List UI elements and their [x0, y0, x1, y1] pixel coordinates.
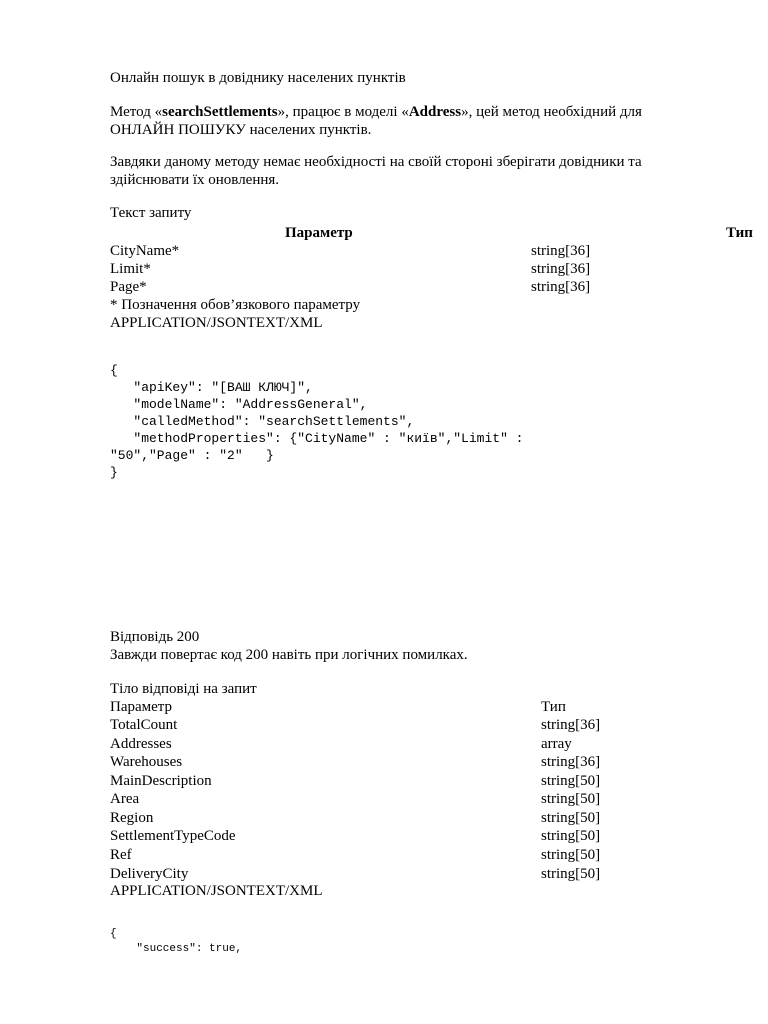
intro-text: », цей метод необхідний для [461, 104, 642, 120]
request-code-line: "modelName": "AddressGeneral", [110, 397, 368, 412]
response-row-type: string[50] [541, 791, 601, 807]
response-row-param: DeliveryCity [110, 866, 189, 882]
response-row-param: Region [110, 810, 154, 826]
response-row-param: MainDescription [110, 773, 212, 789]
response-row-type: string[50] [541, 773, 601, 789]
response-row-param: Area [110, 791, 140, 807]
intro-text: », працює в моделі « [277, 104, 409, 120]
response-row-type: string[50] [541, 828, 601, 844]
response-row-type: string[36] [541, 717, 601, 733]
request-row-type: string[36] [531, 261, 591, 277]
request-code-line: "methodProperties": {"CityName" : "київ","Limit" : [110, 431, 524, 446]
response-code-line: "success": true, [110, 943, 243, 955]
response-row-type: string[50] [541, 847, 601, 863]
request-row-param: Limit* [110, 261, 151, 277]
response-note: Завжди повертає код 200 навіть при логічних помилках. [110, 647, 468, 663]
response-row-type: string[50] [541, 866, 601, 882]
response-format: APPLICATION/JSONTEXT/XML [110, 883, 323, 899]
response-row-type: string[50] [541, 810, 601, 826]
request-code-line: "calledMethod": "searchSettlements", [110, 414, 415, 429]
response-header-type: Тип [541, 699, 566, 715]
request-row-type: string[36] [531, 279, 591, 295]
request-format: APPLICATION/JSONTEXT/XML [110, 315, 323, 331]
request-row-param: Page* [110, 279, 147, 295]
required-footnote: * Позначення обов’язкового параметру [110, 297, 361, 313]
model-name: Address [408, 104, 462, 120]
intro-paragraph-1-line-1 [110, 103, 642, 121]
request-code-line: } [110, 465, 118, 480]
response-row-param: Warehouses [110, 754, 183, 770]
request-code-line: "apiKey": "[ВАШ КЛЮЧ]", [110, 380, 313, 395]
intro-paragraph-2-line-1: Завдяки даному методу немає необхідності на своїй стороні зберігати довідники та [110, 154, 642, 170]
request-heading: Текст запиту [110, 205, 192, 221]
response-row-type: array [541, 736, 572, 752]
request-header-type: Тип [726, 225, 753, 241]
intro-paragraph-1-line-2: ОНЛАЙН ПОШУКУ населених пунктів. [110, 122, 372, 138]
response-heading: Відповідь 200 [110, 629, 200, 645]
intro-text: Метод « [110, 104, 163, 120]
response-row-param: SettlementTypeCode [110, 828, 236, 844]
response-row-type: string[36] [541, 754, 601, 770]
response-header-param: Параметр [110, 699, 173, 715]
response-row-param: Ref [110, 847, 132, 863]
request-code-line: "50","Page" : "2" } [110, 448, 274, 463]
response-code-line: { [110, 928, 117, 940]
response-row-param: TotalCount [110, 717, 178, 733]
method-name: searchSettlements [162, 104, 278, 120]
response-row-param: Addresses [110, 736, 172, 752]
document-title: Онлайн пошук в довіднику населених пунктів [110, 70, 406, 86]
request-row-type: string[36] [531, 243, 591, 259]
intro-paragraph-2-line-2: здійснювати їх оновлення. [110, 172, 280, 188]
request-row-param: CityName* [110, 243, 180, 259]
request-code-line: { [110, 363, 118, 378]
response-body-heading: Тіло відповіді на запит [110, 681, 257, 697]
request-header-param: Параметр [285, 225, 353, 241]
